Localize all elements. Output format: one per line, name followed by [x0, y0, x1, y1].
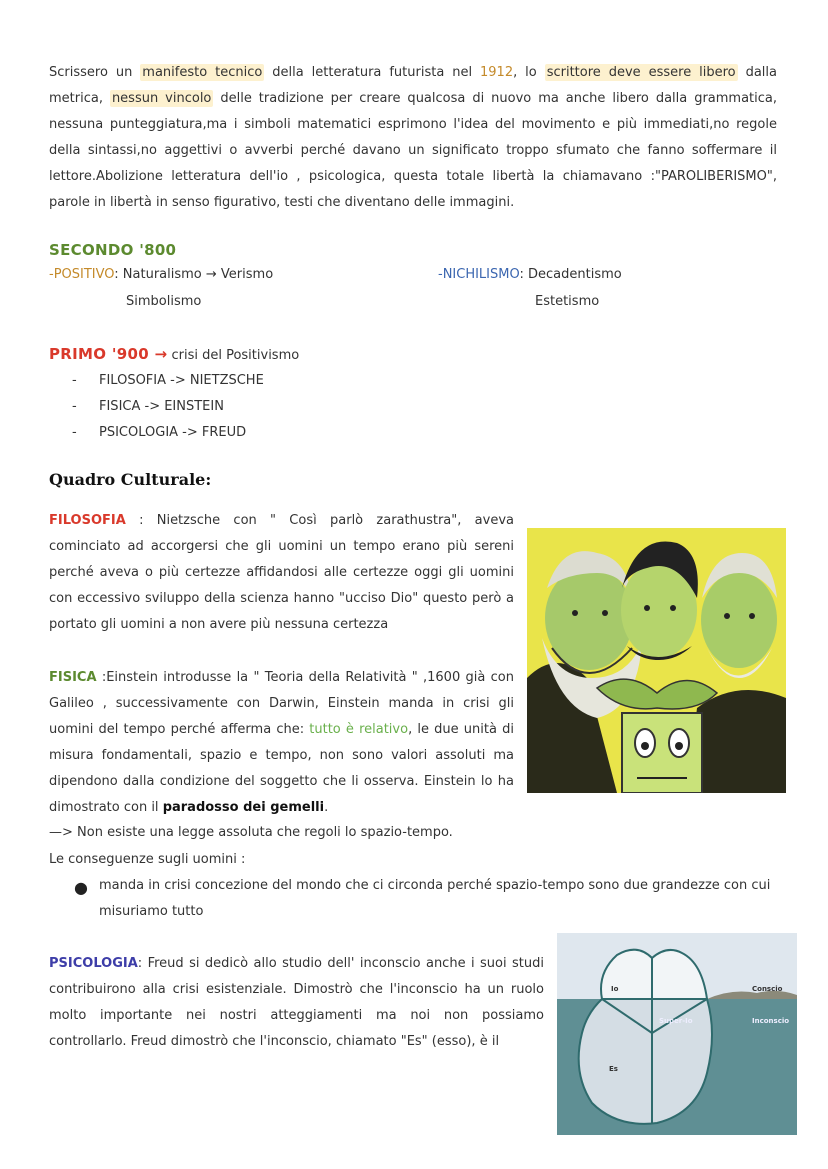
psicologia-paragraph: PSICOLOGIA: Freud si dedicò allo studio dell' inconscio anche i suoi studi contribuirono alla crisi esistenziale. Dimostrò che l'inconscio ha un ruolo molto importante nei nostri atteggiamenti ma noi non possiamo controllarlo. Freud dimostrò che l'inconscio, chiamato "Es" (esso), è il	[49, 956, 544, 1049]
secondo-800-title: SECONDO '800	[49, 241, 177, 259]
positivo-line: -POSITIVO: Naturalismo → Verismo	[49, 267, 274, 282]
bullet-dot: ●	[74, 878, 88, 897]
nichilismo-sub: Estetismo	[535, 294, 600, 309]
quadro-culturale-title: Quadro Culturale:	[49, 470, 212, 489]
positivo-sub: Simbolismo	[126, 294, 202, 309]
label-superio: Super-Io	[659, 1017, 693, 1025]
label-es: Es	[609, 1065, 618, 1073]
iceberg-illustration	[557, 933, 797, 1135]
year-1912: 1912	[480, 65, 514, 80]
conseguenze-line: Le conseguenze sugli uomini :	[49, 852, 246, 867]
fisica-paragraph: FISICA :Einstein introdusse la " Teoria della Relatività " ,1600 già con Galileo , successivamente con Darwin, Einstein manda in crisi gli uomini del tempo perché afferma che: tutto è relativo, le due unità di misura fondamentali, spazio e tempo, non sono valori assoluti ma dipendono dalla condizione del soggetto che li osserva. Einstein lo ha dimostrato con il paradosso dei gemelli.	[49, 670, 514, 815]
label-io: Io	[611, 985, 619, 993]
philosophers-image	[527, 528, 786, 793]
list-item: - FISICA -> EINSTEIN	[72, 399, 224, 414]
highlight-scrittore: scrittore deve essere libero	[546, 65, 736, 80]
conseguenze-bullet: manda in crisi concezione del mondo che ci circonda perché spazio-tempo sono due grandezze con cui misuriamo tutto	[99, 878, 771, 919]
primo-900-list	[72, 368, 264, 446]
label-inconscio: Inconscio	[752, 1017, 790, 1025]
highlight-manifesto: manifesto tecnico	[142, 65, 263, 80]
intro-paragraph: Scrissero un manifesto tecnico della letteratura futurista nel 1912, lo scrittore deve essere libero dalla metrica, nessun vincolo delle tradizione per creare qualcosa di nuovo ma anche libero dalla grammatica, nessuna punteggiatura,ma i simboli matematici esprimono l'idea del movimento e più immediati,no regole della sintassi,no aggettivi o avverbi perché davano un significato troppo sfumato che fanno soffermare il lettore.Abolizione letteratura dell'io , psicologica, questa totale libertà la chiamavano :"PAROLIBERISMO", parole in libertà in senso figurativo, testi che diventano delle immagini.	[49, 65, 778, 210]
highlight-vincolo: nessun vincolo	[111, 91, 212, 106]
primo-900-line: PRIMO '900 → crisi del Positivismo	[49, 345, 300, 363]
label-conscio: Conscio	[752, 985, 783, 993]
iceberg-image	[557, 933, 797, 1135]
arrow-statement: —> Non esiste una legge assoluta che regoli lo spazio-tempo.	[49, 825, 453, 840]
list-item: - PSICOLOGIA -> FREUD	[72, 425, 247, 440]
filosofia-paragraph: FILOSOFIA : Nietzsche con " Così parlò zarathustra", aveva cominciato ad accorgersi che gli uomini un tempo erano più sereni perché aveva o più certezze affidandosi alle certezze oggi gli uomini con eccessivo sviluppo della scienza hanno "ucciso Dio" questo però a portato gli uomini a non avere più nessuna certezza	[49, 513, 514, 632]
nichilismo-line: -NICHILISMO: Decadentismo	[438, 267, 622, 282]
list-item: - FILOSOFIA -> NIETZSCHE	[72, 373, 264, 388]
philosophers-illustration	[527, 528, 786, 793]
